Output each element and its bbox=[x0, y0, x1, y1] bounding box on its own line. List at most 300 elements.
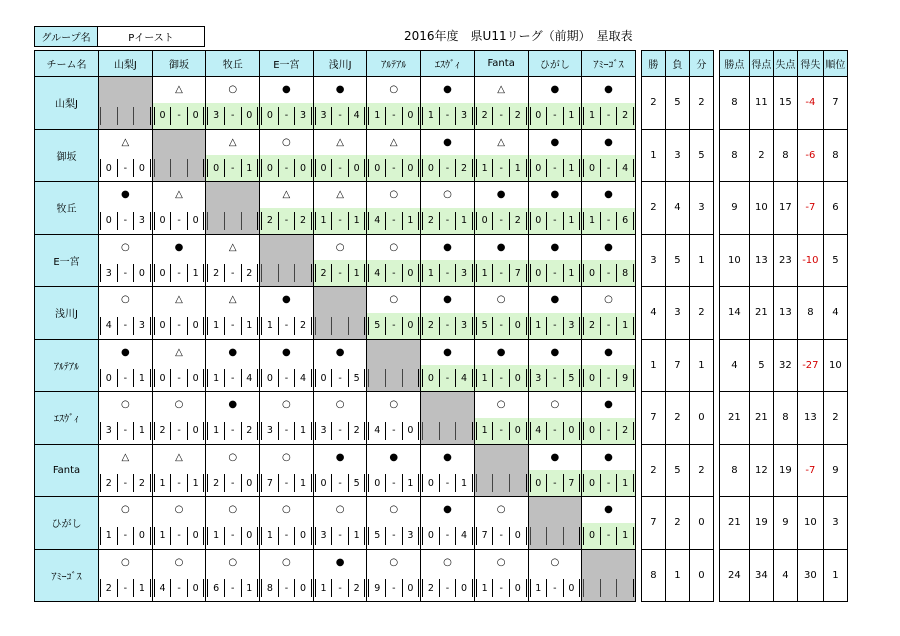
goals-for: 1 bbox=[368, 107, 385, 125]
goals-for: 1 bbox=[261, 527, 278, 545]
result-mark: ○ bbox=[474, 549, 528, 575]
goals-against: 1 bbox=[133, 422, 151, 440]
stat-6: 8 bbox=[797, 287, 823, 340]
goals-for: 1 bbox=[476, 369, 493, 387]
score-separator: - bbox=[331, 264, 348, 282]
goals-for: 1 bbox=[154, 527, 171, 545]
goals-for: 0 bbox=[422, 474, 439, 492]
score-box bbox=[207, 212, 258, 230]
result-mark bbox=[528, 497, 582, 523]
score-cell bbox=[313, 365, 367, 392]
score-cell bbox=[582, 523, 636, 550]
score-separator: - bbox=[278, 212, 295, 230]
result-mark: ● bbox=[313, 549, 367, 575]
score-cell bbox=[206, 260, 260, 287]
team-name: E一宮 bbox=[35, 234, 99, 287]
goals-against: 0 bbox=[187, 107, 205, 125]
score-separator: - bbox=[385, 579, 402, 597]
column-header-opponent: 御坂 bbox=[152, 51, 206, 77]
score-box bbox=[476, 369, 527, 387]
goals-for: 3 bbox=[315, 422, 332, 440]
result-mark: △ bbox=[260, 182, 314, 208]
result-mark: △ bbox=[206, 287, 260, 313]
stat-4: 10 bbox=[749, 182, 773, 235]
score-separator: - bbox=[439, 264, 456, 282]
goals-for: 1 bbox=[530, 579, 547, 597]
team-name: 牧丘 bbox=[35, 182, 99, 235]
score-separator: - bbox=[331, 369, 348, 387]
score-separator: - bbox=[224, 107, 241, 125]
result-mark: ● bbox=[421, 287, 475, 313]
result-mark: ● bbox=[206, 339, 260, 365]
score-cell bbox=[474, 103, 528, 130]
score-separator: - bbox=[117, 212, 134, 230]
goals-for: 5 bbox=[368, 317, 385, 335]
stat-1: 5 bbox=[665, 444, 689, 497]
score-box bbox=[315, 369, 366, 387]
stat-4: 11 bbox=[749, 77, 773, 130]
stat-0: 7 bbox=[641, 392, 665, 445]
score-separator: - bbox=[546, 579, 563, 597]
result-mark: ● bbox=[260, 339, 314, 365]
empty-slot bbox=[224, 212, 241, 230]
score-separator: - bbox=[331, 474, 348, 492]
result-mark: ● bbox=[421, 497, 475, 523]
stat-3: 8 bbox=[719, 444, 749, 497]
empty-slot bbox=[278, 264, 295, 282]
goals-for: 0 bbox=[261, 369, 278, 387]
goals-against: 0 bbox=[402, 107, 420, 125]
stat-4: 12 bbox=[749, 444, 773, 497]
score-box bbox=[422, 264, 473, 282]
score-box bbox=[530, 474, 581, 492]
result-mark: ● bbox=[421, 444, 475, 470]
stat-2: 0 bbox=[689, 549, 713, 602]
stat-4: 21 bbox=[749, 287, 773, 340]
goals-against: 4 bbox=[294, 369, 312, 387]
score-box bbox=[583, 579, 634, 597]
goals-for: 0 bbox=[100, 159, 117, 177]
goals-against: 2 bbox=[241, 422, 259, 440]
empty-slot bbox=[402, 369, 420, 387]
score-separator: - bbox=[546, 369, 563, 387]
goals-for: 4 bbox=[530, 422, 547, 440]
score-separator: - bbox=[117, 579, 134, 597]
score-cell bbox=[474, 418, 528, 445]
score-box bbox=[422, 317, 473, 335]
column-header-stat: 失点 bbox=[773, 51, 797, 77]
goals-against: 1 bbox=[241, 317, 259, 335]
score-box bbox=[261, 107, 312, 125]
score-cell bbox=[582, 575, 636, 602]
score-box bbox=[207, 579, 258, 597]
result-mark: ○ bbox=[206, 77, 260, 103]
result-mark: ● bbox=[582, 234, 636, 260]
goals-for: 0 bbox=[583, 159, 600, 177]
goals-for: 1 bbox=[422, 107, 439, 125]
column-header-stat: 分 bbox=[689, 51, 713, 77]
score-cell bbox=[99, 523, 153, 550]
score-box bbox=[315, 474, 366, 492]
score-box bbox=[315, 212, 366, 230]
empty-slot bbox=[331, 317, 348, 335]
score-cell bbox=[474, 313, 528, 340]
score-box bbox=[368, 527, 419, 545]
result-mark: ● bbox=[313, 339, 367, 365]
result-mark: ● bbox=[421, 234, 475, 260]
result-mark: ○ bbox=[474, 392, 528, 418]
score-separator: - bbox=[439, 369, 456, 387]
goals-against: 1 bbox=[402, 212, 420, 230]
score-cell bbox=[582, 260, 636, 287]
score-separator: - bbox=[117, 527, 134, 545]
result-mark: ● bbox=[582, 339, 636, 365]
result-mark: △ bbox=[313, 129, 367, 155]
stat-1: 2 bbox=[665, 392, 689, 445]
goals-for: 3 bbox=[315, 527, 332, 545]
result-mark: ○ bbox=[99, 234, 153, 260]
goals-against: 3 bbox=[133, 317, 151, 335]
stat-0: 8 bbox=[641, 549, 665, 602]
stat-5: 32 bbox=[773, 339, 797, 392]
goals-for: 1 bbox=[100, 527, 117, 545]
score-box bbox=[368, 422, 419, 440]
score-separator: - bbox=[170, 422, 187, 440]
goals-for: 2 bbox=[207, 264, 224, 282]
stat-7: 3 bbox=[823, 497, 847, 550]
score-cell bbox=[99, 575, 153, 602]
stat-0: 1 bbox=[641, 129, 665, 182]
score-box bbox=[368, 474, 419, 492]
result-mark: ● bbox=[313, 444, 367, 470]
score-separator: - bbox=[439, 107, 456, 125]
score-separator: - bbox=[600, 107, 617, 125]
result-mark: ○ bbox=[260, 549, 314, 575]
score-cell bbox=[99, 155, 153, 182]
goals-for: 2 bbox=[154, 422, 171, 440]
column-header-opponent: Fanta bbox=[474, 51, 528, 77]
score-box bbox=[261, 422, 312, 440]
goals-against: 0 bbox=[402, 264, 420, 282]
goals-against: 5 bbox=[348, 474, 366, 492]
result-mark: ○ bbox=[152, 549, 206, 575]
stat-4: 5 bbox=[749, 339, 773, 392]
score-separator: - bbox=[117, 159, 134, 177]
score-cell bbox=[528, 365, 582, 392]
score-separator: - bbox=[331, 212, 348, 230]
score-box bbox=[207, 369, 258, 387]
score-box bbox=[476, 317, 527, 335]
score-separator: - bbox=[278, 422, 295, 440]
score-cell bbox=[528, 260, 582, 287]
score-separator: - bbox=[331, 527, 348, 545]
column-header-opponent: 浅川J bbox=[313, 51, 367, 77]
stat-6: -27 bbox=[797, 339, 823, 392]
goals-against: 1 bbox=[348, 527, 366, 545]
result-mark: ○ bbox=[99, 497, 153, 523]
goals-for: 3 bbox=[261, 422, 278, 440]
team-name: Fanta bbox=[35, 444, 99, 497]
score-cell bbox=[421, 208, 475, 235]
score-box bbox=[476, 527, 527, 545]
score-separator: - bbox=[492, 107, 509, 125]
goals-for: 9 bbox=[368, 579, 385, 597]
score-cell bbox=[313, 418, 367, 445]
score-cell bbox=[582, 103, 636, 130]
score-cell bbox=[313, 260, 367, 287]
result-mark: △ bbox=[367, 129, 421, 155]
goals-for: 0 bbox=[154, 369, 171, 387]
goals-against: 1 bbox=[563, 212, 581, 230]
goals-against: 5 bbox=[348, 369, 366, 387]
goals-for: 3 bbox=[207, 107, 224, 125]
goals-against: 8 bbox=[616, 264, 634, 282]
stat-5: 15 bbox=[773, 77, 797, 130]
score-box bbox=[530, 107, 581, 125]
empty-slot bbox=[439, 422, 456, 440]
score-separator: - bbox=[385, 317, 402, 335]
goals-for: 0 bbox=[100, 212, 117, 230]
score-separator: - bbox=[600, 264, 617, 282]
score-separator: - bbox=[170, 317, 187, 335]
score-separator: - bbox=[117, 422, 134, 440]
goals-for: 1 bbox=[154, 474, 171, 492]
stat-1: 2 bbox=[665, 497, 689, 550]
score-cell bbox=[474, 523, 528, 550]
score-cell bbox=[421, 365, 475, 392]
result-mark bbox=[152, 129, 206, 155]
column-header-opponent: 牧丘 bbox=[206, 51, 260, 77]
score-separator: - bbox=[170, 212, 187, 230]
stat-5: 9 bbox=[773, 497, 797, 550]
goals-for: 0 bbox=[368, 474, 385, 492]
column-header-opponent: ひがし bbox=[528, 51, 582, 77]
goals-for: 0 bbox=[530, 264, 547, 282]
result-mark: ○ bbox=[367, 182, 421, 208]
stat-5: 23 bbox=[773, 234, 797, 287]
goals-against: 4 bbox=[241, 369, 259, 387]
score-box bbox=[422, 422, 473, 440]
goals-for: 0 bbox=[422, 527, 439, 545]
stat-0: 4 bbox=[641, 287, 665, 340]
stat-2: 1 bbox=[689, 339, 713, 392]
stat-3: 8 bbox=[719, 129, 749, 182]
score-cell bbox=[152, 575, 206, 602]
stat-7: 7 bbox=[823, 77, 847, 130]
team-row-marks bbox=[35, 497, 848, 523]
score-cell bbox=[528, 103, 582, 130]
goals-against: 0 bbox=[509, 317, 527, 335]
score-separator: - bbox=[492, 422, 509, 440]
goals-against: 1 bbox=[133, 579, 151, 597]
score-cell bbox=[367, 208, 421, 235]
score-box bbox=[422, 527, 473, 545]
score-cell bbox=[260, 575, 314, 602]
column-header-stat: 順位 bbox=[823, 51, 847, 77]
stat-6: 30 bbox=[797, 549, 823, 602]
score-cell bbox=[206, 155, 260, 182]
score-box bbox=[207, 159, 258, 177]
score-cell bbox=[367, 418, 421, 445]
score-box bbox=[261, 474, 312, 492]
stat-2: 1 bbox=[689, 234, 713, 287]
result-mark: ● bbox=[528, 287, 582, 313]
empty-slot bbox=[530, 527, 547, 545]
score-box bbox=[154, 579, 205, 597]
score-cell bbox=[260, 155, 314, 182]
goals-for: 3 bbox=[530, 369, 547, 387]
score-box bbox=[100, 474, 151, 492]
goals-for: 2 bbox=[583, 317, 600, 335]
score-cell bbox=[367, 313, 421, 340]
score-box bbox=[100, 422, 151, 440]
group-label: グループ名 bbox=[34, 26, 98, 47]
score-box bbox=[422, 369, 473, 387]
goals-against: 9 bbox=[616, 369, 634, 387]
score-cell bbox=[260, 365, 314, 392]
goals-against: 1 bbox=[348, 264, 366, 282]
goals-against: 3 bbox=[455, 317, 473, 335]
score-cell bbox=[367, 103, 421, 130]
column-header-stat: 負 bbox=[665, 51, 689, 77]
score-separator: - bbox=[331, 422, 348, 440]
goals-for: 0 bbox=[530, 107, 547, 125]
empty-slot bbox=[170, 159, 187, 177]
goals-against: 0 bbox=[509, 527, 527, 545]
result-mark bbox=[206, 182, 260, 208]
score-cell bbox=[206, 470, 260, 497]
goals-against: 1 bbox=[133, 369, 151, 387]
empty-slot bbox=[368, 369, 385, 387]
score-cell bbox=[313, 523, 367, 550]
score-box bbox=[207, 474, 258, 492]
goals-against: 0 bbox=[402, 422, 420, 440]
goals-for: 1 bbox=[207, 369, 224, 387]
stat-1: 5 bbox=[665, 77, 689, 130]
empty-slot bbox=[348, 317, 366, 335]
result-mark: ○ bbox=[152, 392, 206, 418]
score-cell bbox=[582, 155, 636, 182]
score-separator: - bbox=[385, 264, 402, 282]
stat-0: 2 bbox=[641, 77, 665, 130]
score-box bbox=[583, 527, 634, 545]
score-separator: - bbox=[492, 579, 509, 597]
result-mark: ● bbox=[421, 339, 475, 365]
team-name: 御坂 bbox=[35, 129, 99, 182]
goals-for: 0 bbox=[583, 474, 600, 492]
score-box bbox=[368, 579, 419, 597]
score-box bbox=[476, 264, 527, 282]
score-box bbox=[154, 369, 205, 387]
goals-against: 0 bbox=[187, 579, 205, 597]
score-cell bbox=[99, 313, 153, 340]
stat-5: 4 bbox=[773, 549, 797, 602]
score-box bbox=[530, 212, 581, 230]
team-name: ｱﾐｰｺﾞｽ bbox=[35, 549, 99, 602]
goals-against: 2 bbox=[241, 264, 259, 282]
goals-for: 1 bbox=[261, 317, 278, 335]
stat-5: 13 bbox=[773, 287, 797, 340]
score-separator: - bbox=[170, 474, 187, 492]
goals-for: 6 bbox=[207, 579, 224, 597]
result-mark: ● bbox=[474, 339, 528, 365]
score-box bbox=[476, 474, 527, 492]
goals-against: 1 bbox=[294, 422, 312, 440]
score-separator: - bbox=[600, 212, 617, 230]
goals-for: 1 bbox=[315, 212, 332, 230]
score-cell bbox=[152, 470, 206, 497]
result-mark: ○ bbox=[260, 444, 314, 470]
score-box bbox=[530, 579, 581, 597]
score-separator: - bbox=[170, 527, 187, 545]
score-box bbox=[100, 264, 151, 282]
goals-for: 2 bbox=[422, 212, 439, 230]
goals-against: 0 bbox=[187, 422, 205, 440]
score-box bbox=[207, 527, 258, 545]
goals-against: 1 bbox=[348, 212, 366, 230]
score-box bbox=[100, 369, 151, 387]
result-mark: △ bbox=[206, 234, 260, 260]
score-cell bbox=[421, 470, 475, 497]
score-cell bbox=[421, 418, 475, 445]
goals-for: 1 bbox=[207, 422, 224, 440]
score-separator: - bbox=[385, 527, 402, 545]
score-box bbox=[100, 107, 151, 125]
goals-against: 1 bbox=[616, 317, 634, 335]
stat-4: 34 bbox=[749, 549, 773, 602]
goals-against: 0 bbox=[133, 527, 151, 545]
goals-for: 0 bbox=[100, 369, 117, 387]
goals-against: 1 bbox=[455, 474, 473, 492]
score-cell bbox=[582, 208, 636, 235]
result-mark: ● bbox=[528, 129, 582, 155]
goals-against: 0 bbox=[187, 369, 205, 387]
goals-for: 1 bbox=[476, 159, 493, 177]
result-mark: ○ bbox=[313, 392, 367, 418]
empty-slot bbox=[583, 579, 600, 597]
score-separator: - bbox=[117, 317, 134, 335]
score-box bbox=[368, 264, 419, 282]
goals-against: 1 bbox=[455, 212, 473, 230]
score-box bbox=[207, 422, 258, 440]
score-cell bbox=[421, 523, 475, 550]
goals-against: 6 bbox=[616, 212, 634, 230]
team-name: ひがし bbox=[35, 497, 99, 550]
goals-for: 0 bbox=[530, 159, 547, 177]
score-cell bbox=[260, 470, 314, 497]
result-mark: △ bbox=[474, 77, 528, 103]
score-cell bbox=[99, 418, 153, 445]
goals-against: 0 bbox=[509, 422, 527, 440]
score-separator: - bbox=[117, 264, 134, 282]
column-header-opponent: ｱﾐｰｺﾞｽ bbox=[582, 51, 636, 77]
stat-4: 19 bbox=[749, 497, 773, 550]
score-cell bbox=[206, 103, 260, 130]
goals-for: 5 bbox=[368, 527, 385, 545]
score-separator: - bbox=[600, 159, 617, 177]
score-cell bbox=[582, 365, 636, 392]
score-box bbox=[154, 317, 205, 335]
score-cell bbox=[260, 523, 314, 550]
score-box bbox=[530, 369, 581, 387]
score-separator: - bbox=[439, 474, 456, 492]
score-cell bbox=[206, 575, 260, 602]
result-mark: △ bbox=[206, 129, 260, 155]
score-cell bbox=[474, 470, 528, 497]
team-name: 浅川J bbox=[35, 287, 99, 340]
result-mark: ● bbox=[528, 234, 582, 260]
score-cell bbox=[421, 575, 475, 602]
